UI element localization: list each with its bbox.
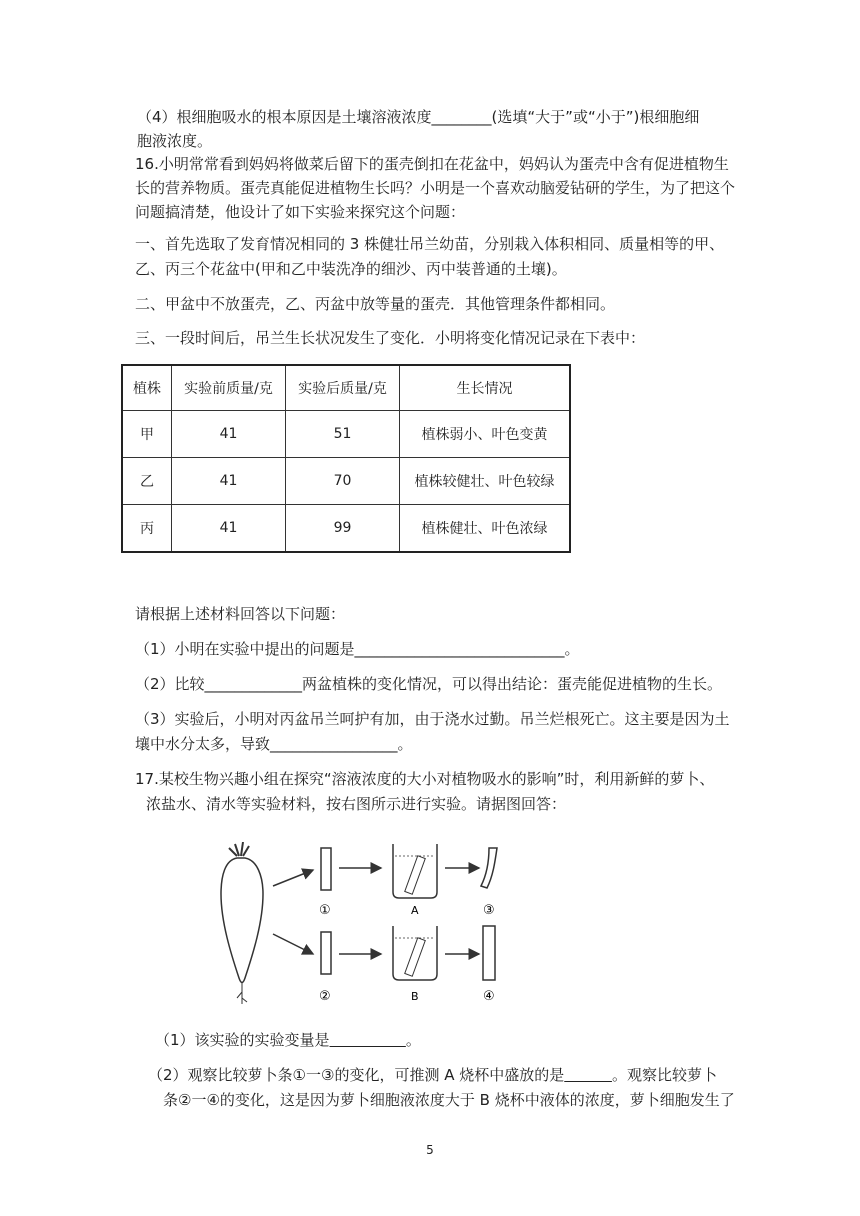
table-header: 实验后质量/克 xyxy=(286,365,400,411)
q16-intro-line2: 长的营养物质。蛋壳真能促进植物生长吗？小明是一个喜欢动脑爱钻研的学生，为了把这个 xyxy=(135,179,736,197)
growth-table xyxy=(121,364,571,553)
experiment-figure xyxy=(215,842,545,1022)
radish-strip-2 xyxy=(321,932,331,974)
answer-blank xyxy=(330,1031,406,1049)
answer-blank xyxy=(564,1066,612,1084)
table-cell: 41 xyxy=(172,458,286,505)
q16-step3: 三、一段时间后，吊兰生长状况发生了变化．小明将变化情况记录在下表中： xyxy=(135,329,646,347)
table-row xyxy=(122,505,570,553)
table-cell: 植株较健壮、叶色较绿 xyxy=(400,458,571,505)
q15-4-line1: （4）根细胞吸水的根本原因是土壤溶液浓度________(选填“大于”或“小于”)根细胞细 xyxy=(137,108,700,126)
table-cell: 41 xyxy=(172,411,286,458)
q17-sub2-line2: 条②一④的变化，这是因为萝卜细胞液浓度大于 B 烧杯中液体的浓度，萝卜细胞发生了 xyxy=(163,1091,735,1109)
radish-strip-3 xyxy=(481,848,497,888)
q16-sub2: （2）比较_____________两盆植株的变化情况，可以得出结论：蛋壳能促进植物的生长。 xyxy=(135,675,723,693)
beaker-b xyxy=(393,926,437,980)
q15-4-line2: 胞液浓度。 xyxy=(137,132,213,150)
figure-label: ③ xyxy=(483,903,495,918)
q16-step2: 二、甲盆中不放蛋壳，乙、丙盆中放等量的蛋壳．其他管理条件都相同。 xyxy=(135,295,616,313)
q16-step1-line1: 一、首先选取了发育情况相同的 3 株健壮吊兰幼苗，分别栽入体积相同、质量相等的甲、 xyxy=(135,235,725,253)
q17-intro-line2: 浓盐水、清水等实验材料，按右图所示进行实验。请据图回答： xyxy=(146,795,567,813)
q16-prompt: 请根据上述材料回答以下问题： xyxy=(135,605,346,623)
q17-sub1 xyxy=(155,1029,421,1051)
table-cell: 植株弱小、叶色变黄 xyxy=(400,411,571,458)
q16-step1-line2: 乙、丙三个花盆中(甲和乙中装洗净的细沙、丙中装普通的土壤)。 xyxy=(135,260,567,278)
radish-illustration xyxy=(221,842,263,1004)
table-row xyxy=(122,411,570,458)
radish-strip-4 xyxy=(483,926,495,980)
page-number: 5 xyxy=(426,1143,434,1157)
table-cell: 植株健壮、叶色浓绿 xyxy=(400,505,571,553)
figure-label: ④ xyxy=(483,989,495,1004)
arrow-icon xyxy=(273,934,313,954)
table-cell: 51 xyxy=(286,411,400,458)
table-cell: 70 xyxy=(286,458,400,505)
table-header: 生长情况 xyxy=(400,365,571,411)
q16-intro-line1: 16.小明常常看到妈妈将做菜后留下的蛋壳倒扣在花盆中，妈妈认为蛋壳中含有促进植物生 xyxy=(135,155,729,173)
q16-sub3-line2: 壤中水分太多，导致_________________。 xyxy=(135,735,413,753)
figure-label: A xyxy=(411,904,419,917)
table-header-row xyxy=(122,365,570,411)
beaker-a xyxy=(393,844,437,898)
q17-sub1-text: （1）该实验的实验变量是 xyxy=(155,1031,330,1049)
figure-label: ② xyxy=(319,989,331,1004)
q17-sub2-text: （2）观察比较萝卜条①一③的变化，可推测 A 烧杯中盛放的是 xyxy=(148,1066,565,1084)
table-cell: 乙 xyxy=(122,458,172,505)
q16-intro-line3: 问题搞清楚，他设计了如下实验来探究这个问题： xyxy=(135,203,466,221)
table-cell: 41 xyxy=(172,505,286,553)
table-cell: 丙 xyxy=(122,505,172,553)
q17-sub2-line1 xyxy=(148,1064,717,1086)
q16-sub3-line1: （3）实验后，小明对丙盆吊兰呵护有加，由于浇水过勤。吊兰烂根死亡。这主要是因为土 xyxy=(135,710,730,728)
q17-sub1-end: 。 xyxy=(405,1031,421,1049)
table-header: 实验前质量/克 xyxy=(172,365,286,411)
q16-sub1: （1）小明在实验中提出的问题是____________________________。 xyxy=(135,640,580,658)
arrow-icon xyxy=(273,870,313,886)
figure-label: ① xyxy=(319,903,331,918)
table-cell: 甲 xyxy=(122,411,172,458)
radish-strip-1 xyxy=(321,848,331,890)
table-row xyxy=(122,458,570,505)
q17-sub2-text-end: 。观察比较萝卜 xyxy=(611,1066,717,1084)
table-header: 植株 xyxy=(122,365,172,411)
q17-intro-line1: 17.某校生物兴趣小组在探究“溶液浓度的大小对植物吸水的影响”时，利用新鲜的萝卜、 xyxy=(135,770,715,788)
figure-label: B xyxy=(411,990,419,1003)
table-cell: 99 xyxy=(286,505,400,553)
